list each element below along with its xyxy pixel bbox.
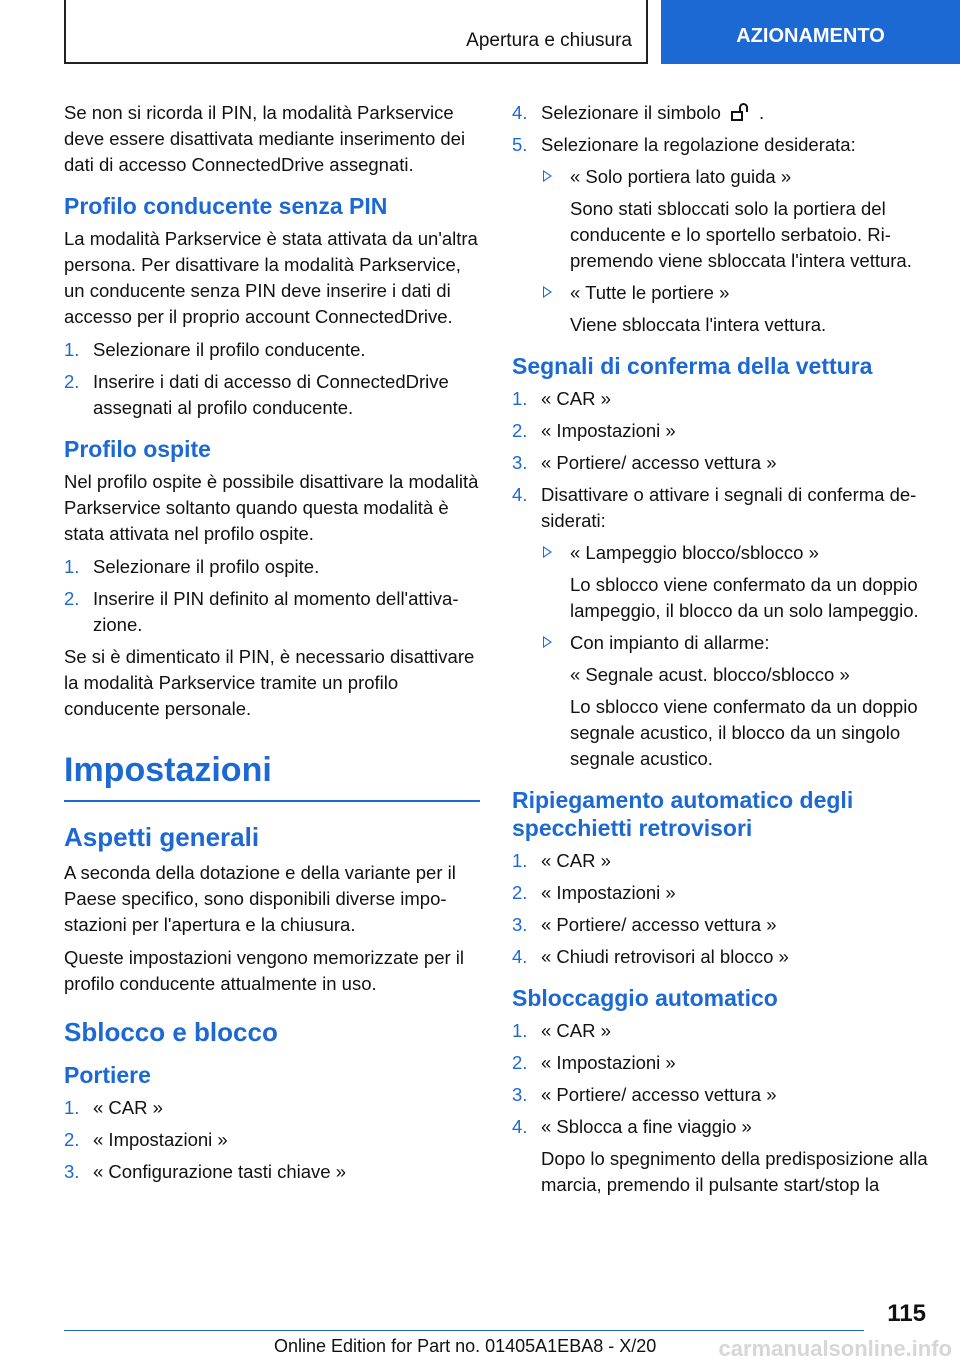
header-section-title: Apertura e chiusura bbox=[466, 30, 632, 51]
step-text: « Impostazioni » bbox=[541, 882, 676, 903]
list-item bbox=[512, 1050, 928, 1076]
option-description: Viene sbloccata l'intera vettura. bbox=[570, 314, 827, 335]
left-column bbox=[64, 100, 480, 1191]
step-text: « Impostazioni » bbox=[541, 1052, 676, 1073]
guest-steps bbox=[64, 554, 480, 638]
step-number: 4. bbox=[512, 946, 528, 967]
step-text: Selezionare il simbolo bbox=[541, 102, 721, 123]
confirm-options bbox=[541, 540, 928, 772]
step-number: 2. bbox=[64, 371, 80, 392]
no-pin-paragraph: La modalità Parkservice è stata attivata da un'altra persona. Per disattivare la modalità Parkservice, un conducente senza PIN deve inserire i dati di accesso per il proprio account ConnectedDrive. bbox=[64, 228, 478, 327]
list-item bbox=[512, 100, 928, 126]
step-number: 1. bbox=[64, 556, 80, 577]
list-item bbox=[512, 482, 928, 772]
step-number: 3. bbox=[64, 1161, 80, 1182]
step-number: 1. bbox=[512, 850, 528, 871]
list-item bbox=[512, 1114, 928, 1198]
right-column bbox=[512, 100, 928, 1204]
general-paragraph-1: A seconda della dotazione e della variante per il Paese specifico, sono disponibili diverse impostazioni per l'apertura e la chiusura. bbox=[64, 862, 456, 935]
step-number: 1. bbox=[512, 388, 528, 409]
step-number: 1. bbox=[64, 1097, 80, 1118]
guest-note: Se si è dimenticato il PIN, è necessario disattivare la modalità Parkservice tramite un profilo conducente personale. bbox=[64, 646, 475, 719]
step-number: 4. bbox=[512, 1116, 528, 1137]
step-text: « Portiere/ accesso vettura » bbox=[541, 914, 777, 935]
list-item bbox=[512, 386, 928, 412]
list-item bbox=[64, 337, 480, 363]
triangle-bullet-icon bbox=[543, 636, 552, 648]
step-number: 2. bbox=[512, 1052, 528, 1073]
option-label: « Solo portiera lato guida » bbox=[570, 166, 792, 187]
step-number: 3. bbox=[512, 452, 528, 473]
list-item bbox=[512, 848, 928, 874]
step-text: Selezionare il profilo conducente. bbox=[93, 339, 366, 360]
step-number: 3. bbox=[512, 1084, 528, 1105]
auto-unlock-heading: Sbloccaggio automatico bbox=[512, 985, 778, 1011]
step-text: « Chiudi retrovisori al blocco » bbox=[541, 946, 789, 967]
no-pin-steps bbox=[64, 337, 480, 421]
option-item bbox=[541, 630, 928, 772]
step-text: Disattivare o attivare i segnali di conferma desiderati: bbox=[541, 484, 917, 531]
list-item bbox=[64, 1159, 480, 1185]
step-text: Selezionare la regolazione desiderata: bbox=[541, 134, 856, 155]
header-box bbox=[64, 0, 648, 64]
list-item bbox=[64, 554, 480, 580]
list-item bbox=[512, 132, 928, 338]
guest-paragraph: Nel profilo ospite è possibile disattivare la modalità Parkservice soltanto quando questa modalità è stata attivata nel profilo ospite. bbox=[64, 471, 479, 544]
unlock-icon bbox=[731, 103, 751, 121]
page-number: 115 bbox=[887, 1300, 926, 1327]
confirm-signals-heading: Segnali di conferma della vettura bbox=[512, 353, 873, 379]
footer-edition: Online Edition for Part no. 01405A1EBA8 - X/20 bbox=[274, 1336, 657, 1356]
triangle-bullet-icon bbox=[543, 286, 552, 298]
doors-steps-continued bbox=[512, 100, 928, 338]
footer-divider bbox=[64, 1330, 864, 1331]
mirror-folding-heading: Ripiegamento automatico degli specchietti retrovisori bbox=[512, 787, 854, 841]
option-extra: « Segnale acust. blocco/sblocco » bbox=[570, 664, 850, 685]
confirm-steps bbox=[512, 386, 928, 772]
option-description: Lo sblocco viene confermato da un doppio segnale acustico, il blocco da un singolo segnale acustico. bbox=[570, 696, 918, 769]
step-text-end: . bbox=[758, 102, 765, 123]
option-label: « Tutte le portiere » bbox=[570, 282, 730, 303]
step-text: Inserire i dati di accesso di ConnectedDrive assegnati al profilo conducente. bbox=[93, 371, 449, 418]
list-item bbox=[64, 369, 480, 421]
step-text: « CAR » bbox=[93, 1097, 163, 1118]
list-item bbox=[512, 1082, 928, 1108]
list-item bbox=[64, 1127, 480, 1153]
option-description: Sono stati sbloccati solo la portiera del conducente e lo sportello serbatoio. Ripremendo viene sbloccata l'intera vettura. bbox=[570, 198, 912, 271]
settings-heading: Impostazioni bbox=[64, 750, 480, 802]
step-number: 3. bbox=[512, 914, 528, 935]
step-text: « CAR » bbox=[541, 388, 611, 409]
step-number: 2. bbox=[512, 882, 528, 903]
doors-steps bbox=[64, 1095, 480, 1185]
triangle-bullet-icon bbox=[543, 170, 552, 182]
list-item bbox=[512, 450, 928, 476]
step-text: « Portiere/ accesso vettura » bbox=[541, 452, 777, 473]
auto-unlock-text: Dopo lo spegnimento della predisposizione alla marcia, premendo il pulsante start/stop la bbox=[541, 1148, 928, 1195]
option-description: Lo sblocco viene confermato da un doppio lampeggio, il blocco da un solo lampeggio. bbox=[570, 574, 919, 621]
step-text: « CAR » bbox=[541, 850, 611, 871]
step-text: Inserire il PIN definito al momento dell'attivazione. bbox=[93, 588, 459, 635]
list-item bbox=[512, 1018, 928, 1044]
option-item bbox=[541, 540, 928, 624]
guest-heading: Profilo ospite bbox=[64, 436, 211, 462]
step-text: « CAR » bbox=[541, 1020, 611, 1041]
step-text: « Impostazioni » bbox=[93, 1129, 228, 1150]
option-label: Con impianto di allarme: bbox=[570, 632, 770, 653]
option-item bbox=[541, 280, 928, 338]
header-chapter-tab[interactable]: AZIONAMENTO bbox=[661, 0, 960, 64]
step-number: 2. bbox=[64, 588, 80, 609]
doors-heading: Portiere bbox=[64, 1062, 151, 1088]
option-label: « Lampeggio blocco/sblocco » bbox=[570, 542, 819, 563]
list-item bbox=[512, 418, 928, 444]
list-item bbox=[64, 586, 480, 638]
general-heading: Aspetti generali bbox=[64, 822, 260, 852]
step-text: Selezionare il profilo ospite. bbox=[93, 556, 320, 577]
step-number: 1. bbox=[64, 339, 80, 360]
list-item bbox=[512, 880, 928, 906]
step-number: 2. bbox=[512, 420, 528, 441]
unlock-lock-heading: Sblocco e blocco bbox=[64, 1017, 278, 1047]
setting-options bbox=[541, 164, 928, 338]
intro-paragraph: Se non si ricorda il PIN, la modalità Parkservice deve essere disattivata mediante inserimento dei dati di accesso ConnectedDrive assegnati. bbox=[64, 102, 466, 175]
step-number: 5. bbox=[512, 134, 528, 155]
step-number: 4. bbox=[512, 102, 528, 123]
step-number: 4. bbox=[512, 484, 528, 505]
option-item bbox=[541, 164, 928, 274]
list-item bbox=[64, 1095, 480, 1121]
auto-unlock-steps bbox=[512, 1018, 928, 1198]
general-paragraph-2: Queste impostazioni vengono memorizzate per il profilo conducente attualmente in uso. bbox=[64, 947, 464, 994]
step-text: « Configurazione tasti chiave » bbox=[93, 1161, 346, 1182]
mirror-steps bbox=[512, 848, 928, 970]
step-text: « Portiere/ accesso vettura » bbox=[541, 1084, 777, 1105]
step-text: « Sblocca a fine viaggio » bbox=[541, 1116, 752, 1137]
step-text: « Impostazioni » bbox=[541, 420, 676, 441]
watermark: carmanualsonline.info bbox=[718, 1336, 952, 1361]
step-number: 1. bbox=[512, 1020, 528, 1041]
list-item bbox=[512, 912, 928, 938]
step-number: 2. bbox=[64, 1129, 80, 1150]
no-pin-heading: Profilo conducente senza PIN bbox=[64, 193, 388, 219]
list-item bbox=[512, 944, 928, 970]
triangle-bullet-icon bbox=[543, 546, 552, 558]
